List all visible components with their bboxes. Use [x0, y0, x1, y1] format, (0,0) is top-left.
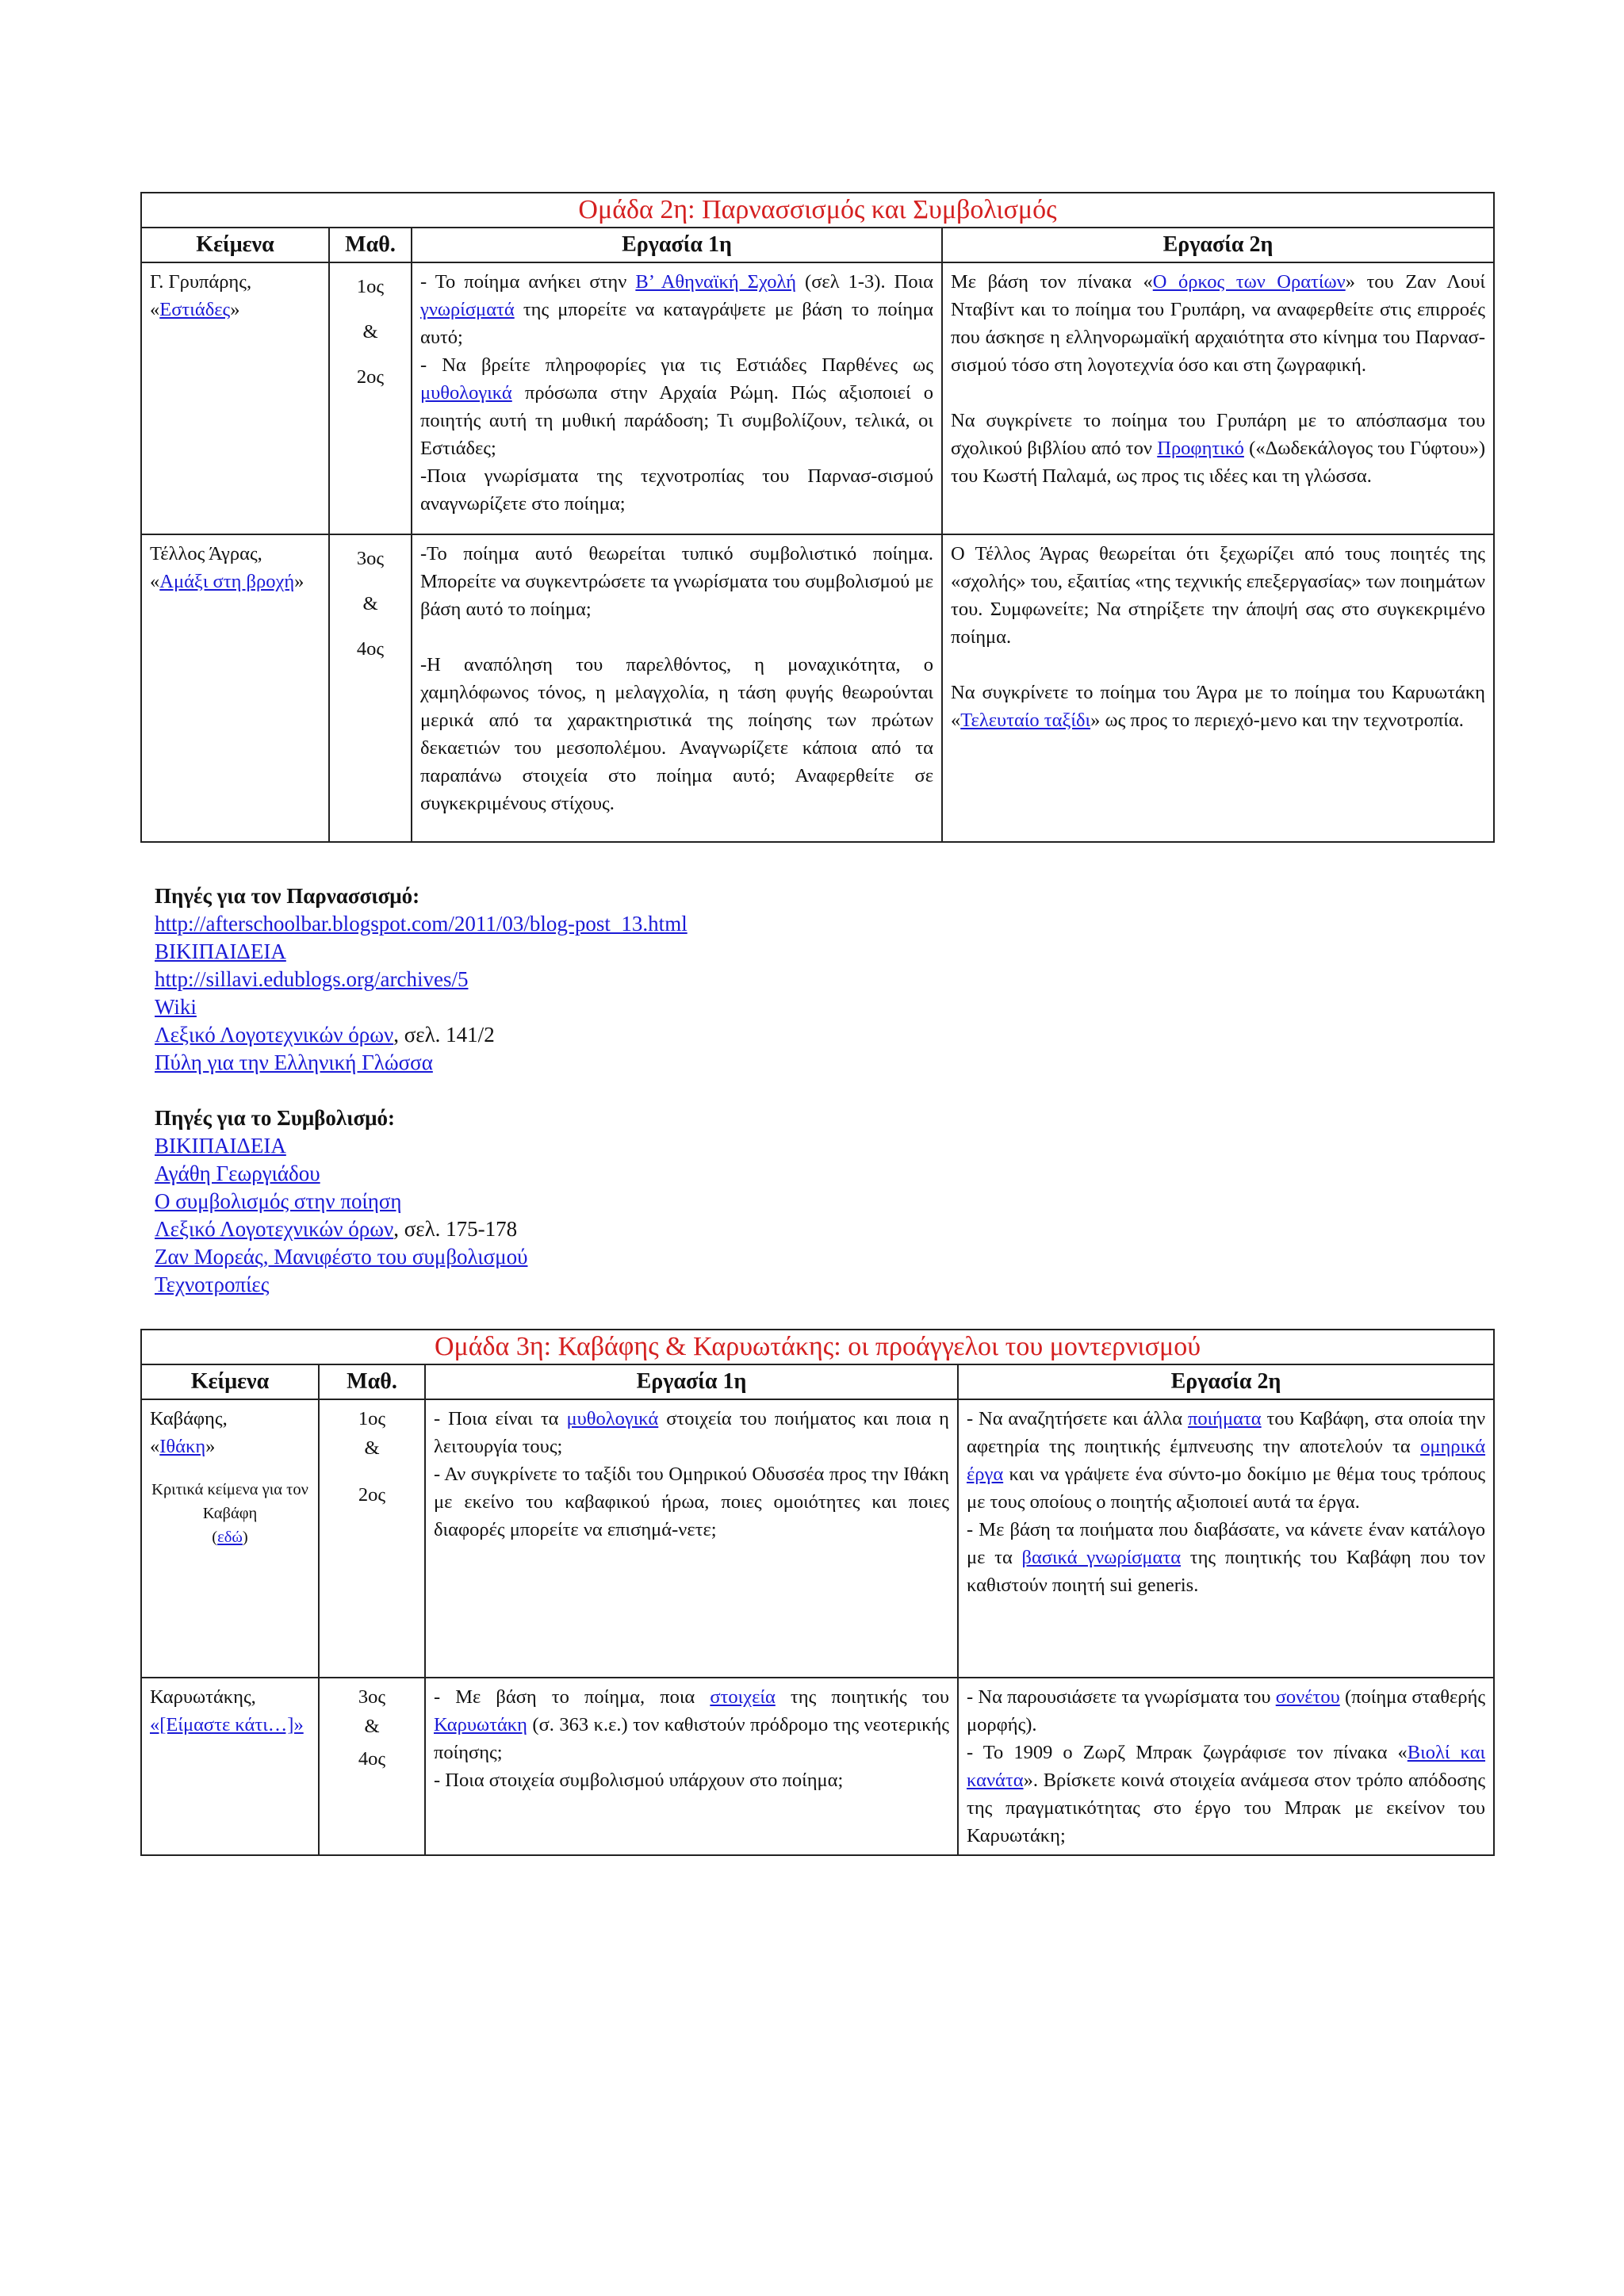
- link-athenian-school[interactable]: Β’ Αθηναϊκή Σχολή: [635, 271, 797, 293]
- task1-cell: -Το ποίημα αυτό θεωρείται τυπικό συμβολιστικό ποίημα. Μπορείτε να συγκεντρώσετε τα γνωρίσματα του συμβολισμού με βάση αυτό το ποίημα; -Η αναπόληση του παρελθόντος, η μοναχικότητα, ο χαμηλόφωνος τόνος, η μελαγχολία, η τάση φυγής θεωρούνται μερικά από τα χαρακτηριστικά της ποίησης των πρώτων δεκαετιών του μεσοπολέμου. Αναγνωρίζετε κάποια από τα παραπάνω στοιχεία στο ποίημα αυτό; Αναφερθείτε σε συγκεκριμένους στίχους.: [412, 534, 942, 842]
- source-link[interactable]: ΒΙΚΙΠΑΙΔΕΙΑ: [155, 939, 286, 963]
- source-link[interactable]: http://sillavi.edublogs.org/archives/5: [155, 967, 469, 991]
- lesson-cell: 3ος & 4ος: [319, 1678, 425, 1855]
- link-poems[interactable]: ποιήματα: [1187, 1408, 1262, 1429]
- work-link-amaxi[interactable]: Αμάξι στη βροχή: [159, 571, 295, 592]
- table-row: [141, 534, 1494, 842]
- link-last-journey[interactable]: Τελευταίο ταξίδι: [960, 710, 1091, 731]
- header-texts: Κείμενα: [141, 1364, 319, 1399]
- critical-texts-note: Κριτικά κείμενα για τον Καβάφη: [151, 1481, 308, 1522]
- link-profitiko[interactable]: Προφητικό: [1157, 438, 1244, 459]
- task1-cell: - Με βάση το ποίημα, ποια στοιχεία της ποιητικής του Καρυωτάκη (σ. 363 κ.ε.) τον καθιστούν πρόδρομο της νεοτερικής ποίησης; - Ποια στοιχεία συμβολισμού υπάρχουν στο ποίημα;: [425, 1678, 958, 1855]
- work-link-estiades[interactable]: Εστιάδες: [159, 299, 231, 320]
- sources-parnassism: Πηγές για τον Παρνασσισμό: http://afterschoolbar.blogspot.com/2011/03/blog-post_13.html ΒΙΚΙΠΑΙΔΕΙΑ http://sillavi.edublogs.org/archives/5 Wiki Λεξικό Λογοτεχνικών όρων, σελ. 141/2 Πύλη για την Ελληνική Γλώσσα: [155, 884, 688, 1074]
- group3-table: [140, 1329, 1495, 1856]
- link-elements[interactable]: στοιχεία: [710, 1686, 776, 1708]
- table-row: [141, 262, 1494, 534]
- source-link[interactable]: Αγάθη Γεωργιάδου: [155, 1161, 320, 1185]
- task2-cell: Ο Τέλλος Άγρας θεωρείται ότι ξεχωρίζει από τους ποιητές της «σχολής» του, εξαιτίας «της τεχνικής επεξεργασίας» των ποιημάτων του. Συμφωνείτε; Να στηρίξετε την άποψή σας στο συγκεκριμένο ποίημα. Να συγκρίνετε το ποίημα του Άγρα με το ποίημα του Καρυωτάκη «Τελευταίο ταξίδι» ως προς το περιεχό-μενο και την τεχνοτροπία.: [942, 534, 1494, 842]
- group2-title: Ομάδα 2η: Παρνασσισμός και Συμβολισμός: [141, 193, 1494, 228]
- link-features[interactable]: γνωρίσματά: [420, 299, 515, 320]
- lesson-cell: 3ος & 4ος: [329, 534, 412, 842]
- author: Καβάφης,: [150, 1408, 228, 1429]
- header-task1: Εργασία 1η: [412, 228, 942, 262]
- link-violin-jug[interactable]: Βιολί και κανάτα: [967, 1742, 1486, 1791]
- source-link[interactable]: Τεχνοτροπίες: [155, 1272, 270, 1296]
- source-link[interactable]: Λεξικό Λογοτεχνικών όρων: [155, 1023, 394, 1047]
- author: Γ. Γρυπάρης,: [150, 271, 252, 293]
- link-mythological[interactable]: μυθολογικά: [566, 1408, 659, 1429]
- source-link[interactable]: http://afterschoolbar.blogspot.com/2011/03/blog-post_13.html: [155, 912, 688, 936]
- sources-symbolism: Πηγές για το Συμβολισμό: ΒΙΚΙΠΑΙΔΕΙΑ Αγάθη Γεωργιάδου Ο συμβολισμός στην ποίηση Λεξικό Λογοτεχνικών όρων, σελ. 175-178 Ζαν Μορεάς, Μανιφέστο του συμβολισμού Τεχνοτροπίες: [155, 1106, 528, 1296]
- source-link[interactable]: Λεξικό Λογοτεχνικών όρων: [155, 1217, 394, 1241]
- link-basic-features[interactable]: βασικά γνωρίσματα: [1021, 1547, 1182, 1568]
- header-lesson: Μαθ.: [329, 228, 412, 262]
- text-cell: Τέλλος Άγρας, «Αμάξι στη βροχή»: [141, 534, 329, 842]
- header-task1: Εργασία 1η: [425, 1364, 958, 1399]
- sources-heading: Πηγές για το Συμβολισμό:: [155, 1106, 395, 1130]
- link-oath-horatii[interactable]: Ο όρκος των Ορατίων: [1152, 271, 1346, 293]
- lesson-cell: 1ος & 2ος: [319, 1399, 425, 1678]
- table-row: [141, 1678, 1494, 1855]
- work-link-eimaste-kati[interactable]: «[Είμαστε κάτι…]»: [150, 1714, 304, 1735]
- work-link-ithaki[interactable]: Ιθάκη: [159, 1436, 206, 1457]
- task1-cell: - Το ποίημα ανήκει στην Β’ Αθηναϊκή Σχολή (σελ 1-3). Ποια γνωρίσματά της μπορείτε να καταγράψετε με βάση το ποίημα αυτό; - Να βρείτε πληροφορίες για τις Εστιάδες Παρθένες ως μυθολογικά πρόσωπα στην Αρχαία Ρώμη. Πώς αξιοποιεί ο ποιητής αυτή τη μυθική παράδοση; Τι συμβολίζουν, τελικά, οι Εστιάδες; -Ποια γνωρίσματα της τεχνοτροπίας του Παρνασ-σισμού αναγνωρίζετε στο ποίημα;: [412, 262, 942, 534]
- sources-heading: Πηγές για τον Παρνασσισμό:: [155, 884, 420, 908]
- group3-title: Ομάδα 3η: Καβάφης & Καρυωτάκης: οι προάγγελοι του μοντερνισμού: [141, 1330, 1494, 1364]
- link-karyotakis[interactable]: Καρυωτάκη: [434, 1714, 527, 1735]
- author: Τέλλος Άγρας,: [150, 543, 262, 564]
- task2-cell: - Να αναζητήσετε και άλλα ποιήματα του Καβάφη, στα οποία την αφετηρία της ποιητικής έμπνευσης την αποτελούν τα ομηρικά έργα και να γράψετε ένα σύντο-μο δοκίμιο με θέμα τους τρόπους με τους οποίους ο ποιητής αξιοποιεί αυτά τα έργα. - Με βάση τα ποιήματα που διαβάσατε, να κάνετε έναν κατάλογο με τα βασικά γνωρίσματα της ποιητικής του Καβάφη που τον καθιστούν ποιητή sui generis.: [958, 1399, 1494, 1678]
- text-cell: [141, 1678, 319, 1855]
- lesson-cell: 1ος & 2ος: [329, 262, 412, 534]
- group2-table: [140, 192, 1495, 843]
- table-row: [141, 1399, 1494, 1678]
- link-here[interactable]: εδώ: [217, 1529, 243, 1546]
- header-task2: Εργασία 2η: [942, 228, 1494, 262]
- task2-cell: - Να παρουσιάσετε τα γνωρίσματα του σονέτου (ποίημα σταθερής μορφής). - Το 1909 ο Ζωρζ Μπρακ ζωγράφισε τον πίνακα «Βιολί και κανάτα». Βρίσκετε κοινά στοιχεία ανάμεσα στον τρόπο απόδοσης της πραγματικότητας στο έργο του Μπρακ με εκείνον του Καρυωτάκη;: [958, 1678, 1494, 1855]
- link-sonnet[interactable]: σονέτου: [1275, 1686, 1340, 1708]
- source-link[interactable]: Ο συμβολισμός στην ποίηση: [155, 1189, 402, 1213]
- header-task2: Εργασία 2η: [958, 1364, 1494, 1399]
- text-cell: Καβάφης, «Ιθάκη» Κριτικά κείμενα για τον Καβάφη (εδώ): [141, 1399, 319, 1678]
- text-cell: Γ. Γρυπάρης, «Εστιάδες»: [141, 262, 329, 534]
- source-link[interactable]: Πύλη για την Ελληνική Γλώσσα: [155, 1050, 433, 1074]
- task2-cell: Με βάση τον πίνακα «Ο όρκος των Ορατίων» του Ζαν Λουί Νταβίντ και το ποίημα του Γρυπάρη, να αναφερθείτε στις επιρροές που άσκησε η ελληνορωμαϊκή αρχαιότητα στο κίνημα του Παρνασ-σισμού τόσο στη λογοτεχνία όσο και στη ζωγραφική. Να συγκρίνετε το ποίημα του Γρυπάρη με το απόσπασμα του σχολικού βιβλίου από τον Προφητικό («Δωδεκάλογος του Γύφτου») του Κωστή Παλαμά, ως προς τις ιδέες και τη γλώσσα.: [942, 262, 1494, 534]
- source-link[interactable]: Wiki: [155, 995, 197, 1019]
- header-lesson: Μαθ.: [319, 1364, 425, 1399]
- author: Καρυωτάκης,: [150, 1686, 256, 1708]
- header-texts: Κείμενα: [141, 228, 329, 262]
- task1-cell: - Ποια είναι τα μυθολογικά στοιχεία του ποιήματος και ποια η λειτουργία τους; - Αν συγκρίνετε το ταξίδι του Ομηρικού Οδυσσέα προς την Ιθάκη με εκείνο του καβαφικού ήρωα, ποιες ομοιότητες και ποιες διαφορές μπορείτε να επισημά-νετε;: [425, 1399, 958, 1678]
- source-link[interactable]: ΒΙΚΙΠΑΙΔΕΙΑ: [155, 1134, 286, 1158]
- source-link[interactable]: Ζαν Μορεάς, Μανιφέστο του συμβολισμού: [155, 1245, 528, 1269]
- link-homeric-works[interactable]: ομηρικά έργα: [967, 1436, 1486, 1485]
- link-mythological[interactable]: μυθολογικά: [420, 382, 512, 404]
